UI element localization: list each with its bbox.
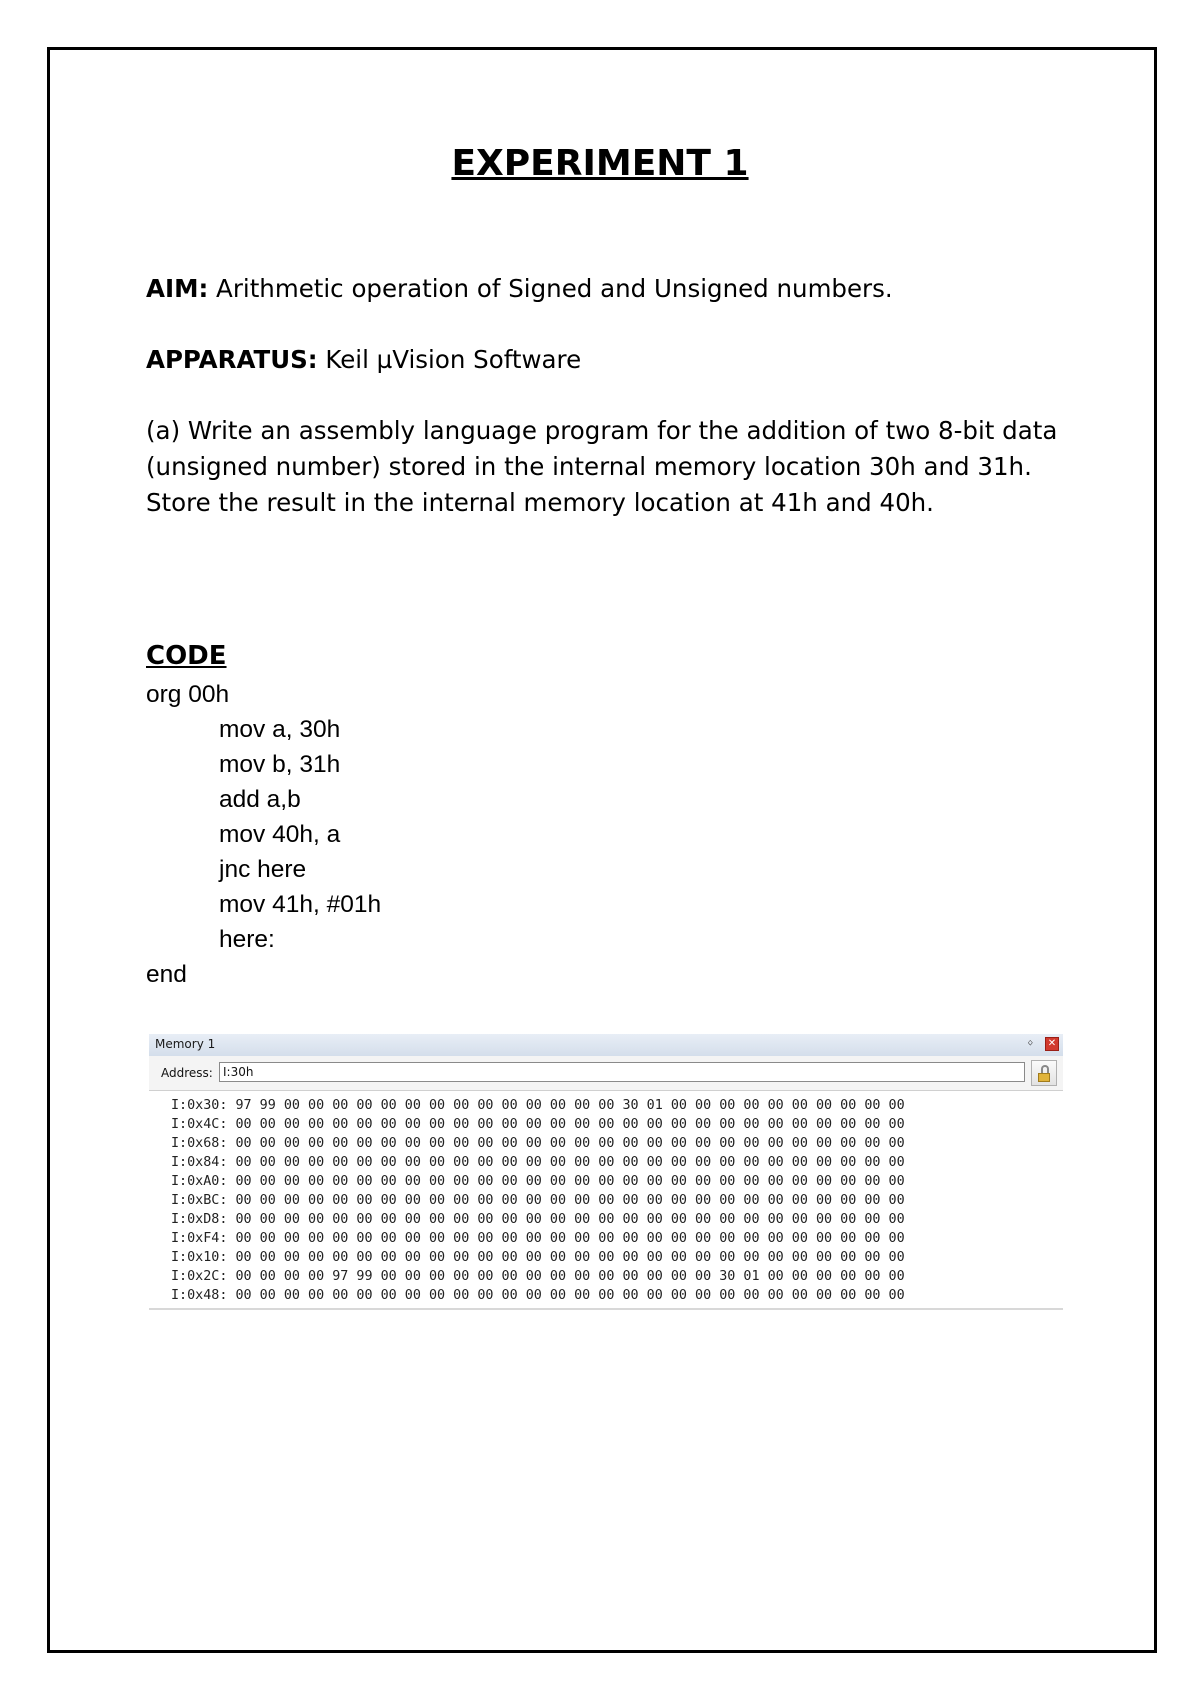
- memory-row: [171, 1267, 905, 1286]
- code-line: mov 40h, a: [219, 821, 341, 848]
- memory-row-address: I:0xD8:: [171, 1212, 228, 1227]
- memory-row-address: I:0xA0:: [171, 1174, 228, 1189]
- memory-row: [171, 1115, 905, 1134]
- code-line: org 00h: [146, 681, 230, 708]
- memory-row: [171, 1286, 905, 1305]
- apparatus-text: Keil µVision Software: [317, 345, 582, 374]
- code-heading: CODE: [146, 641, 227, 671]
- lock-icon[interactable]: [1031, 1060, 1057, 1086]
- close-icon[interactable]: ✕: [1045, 1037, 1059, 1051]
- memory-row-bytes: 97 99 00 00 00 00 00 00 00 00 00 00 00 00 00 00 30 01 00 00 00 00 00 00 00 00 00 00: [235, 1098, 905, 1113]
- memory-row: [171, 1096, 905, 1115]
- memory-row: [171, 1153, 905, 1172]
- apparatus-paragraph: [146, 342, 1076, 378]
- code-line: jnc here: [219, 856, 307, 883]
- memory-row-address: I:0x30:: [171, 1098, 228, 1113]
- memory-window-titlebar[interactable]: [149, 1034, 1063, 1057]
- question-paragraph: (a) Write an assembly language program for the addition of two 8-bit data (unsigned number) stored in the internal memory location 30h and 31h. Store the result in the internal memory location at 41h and 40h.: [146, 416, 1058, 517]
- memory-row: [171, 1191, 905, 1210]
- code-line: mov 41h, #01h: [219, 891, 382, 918]
- memory-row-address: I:0x4C:: [171, 1117, 228, 1132]
- memory-row: [171, 1210, 905, 1229]
- memory-row: [171, 1229, 905, 1248]
- code-line: mov b, 31h: [219, 751, 341, 778]
- apparatus-label: APPARATUS:: [146, 345, 318, 374]
- memory-window-title: Memory 1: [155, 1037, 216, 1051]
- memory-row-address: I:0x10:: [171, 1250, 228, 1265]
- memory-window-bottom-edge: [149, 1308, 1063, 1310]
- memory-row-address: I:0xF4:: [171, 1231, 228, 1246]
- aim-text: Arithmetic operation of Signed and Unsigned numbers.: [208, 274, 893, 303]
- memory-row: [171, 1172, 905, 1191]
- memory-window: [149, 1034, 1063, 1310]
- page-title: EXPERIMENT 1: [451, 143, 749, 184]
- memory-row-address: I:0x68:: [171, 1136, 228, 1151]
- code-line: add a,b: [219, 786, 301, 813]
- memory-row-bytes: 00 00 00 00 00 00 00 00 00 00 00 00 00 00 00 00 00 00 00 00 00 00 00 00 00 00 00 00: [235, 1174, 905, 1189]
- pin-icon[interactable]: ᛜ: [1027, 1037, 1034, 1050]
- memory-row-bytes: 00 00 00 00 00 00 00 00 00 00 00 00 00 00 00 00 00 00 00 00 00 00 00 00 00 00 00 00: [235, 1250, 905, 1265]
- memory-row-address: I:0x84:: [171, 1155, 228, 1170]
- memory-row-address: I:0x48:: [171, 1288, 228, 1303]
- memory-row-address: I:0xBC:: [171, 1193, 228, 1208]
- memory-row: [171, 1134, 905, 1153]
- memory-row-bytes: 00 00 00 00 00 00 00 00 00 00 00 00 00 00 00 00 00 00 00 00 00 00 00 00 00 00 00 00: [235, 1193, 905, 1208]
- memory-row-bytes: 00 00 00 00 00 00 00 00 00 00 00 00 00 00 00 00 00 00 00 00 00 00 00 00 00 00 00 00: [235, 1231, 905, 1246]
- aim-paragraph: [146, 271, 1076, 307]
- address-input[interactable]: I:30h: [219, 1062, 1025, 1082]
- memory-row-address: I:0x2C:: [171, 1269, 228, 1284]
- memory-rows[interactable]: [149, 1094, 1063, 1310]
- memory-toolbar: [149, 1056, 1063, 1091]
- memory-row-bytes: 00 00 00 00 00 00 00 00 00 00 00 00 00 00 00 00 00 00 00 00 00 00 00 00 00 00 00 00: [235, 1288, 905, 1303]
- memory-row-bytes: 00 00 00 00 00 00 00 00 00 00 00 00 00 00 00 00 00 00 00 00 00 00 00 00 00 00 00 00: [235, 1155, 905, 1170]
- memory-row-bytes: 00 00 00 00 00 00 00 00 00 00 00 00 00 00 00 00 00 00 00 00 00 00 00 00 00 00 00 00: [235, 1117, 905, 1132]
- memory-row-bytes: 00 00 00 00 00 00 00 00 00 00 00 00 00 00 00 00 00 00 00 00 00 00 00 00 00 00 00 00: [235, 1212, 905, 1227]
- memory-row: [171, 1248, 905, 1267]
- memory-row-bytes: 00 00 00 00 00 00 00 00 00 00 00 00 00 00 00 00 00 00 00 00 00 00 00 00 00 00 00 00: [235, 1136, 905, 1151]
- aim-label: AIM:: [146, 274, 209, 303]
- code-line: mov a, 30h: [219, 716, 341, 743]
- memory-row-bytes: 00 00 00 00 97 99 00 00 00 00 00 00 00 00 00 00 00 00 00 00 30 01 00 00 00 00 00 00: [235, 1269, 905, 1284]
- address-label: Address:: [161, 1066, 213, 1080]
- code-line: end: [146, 961, 187, 988]
- code-line: here:: [219, 926, 275, 953]
